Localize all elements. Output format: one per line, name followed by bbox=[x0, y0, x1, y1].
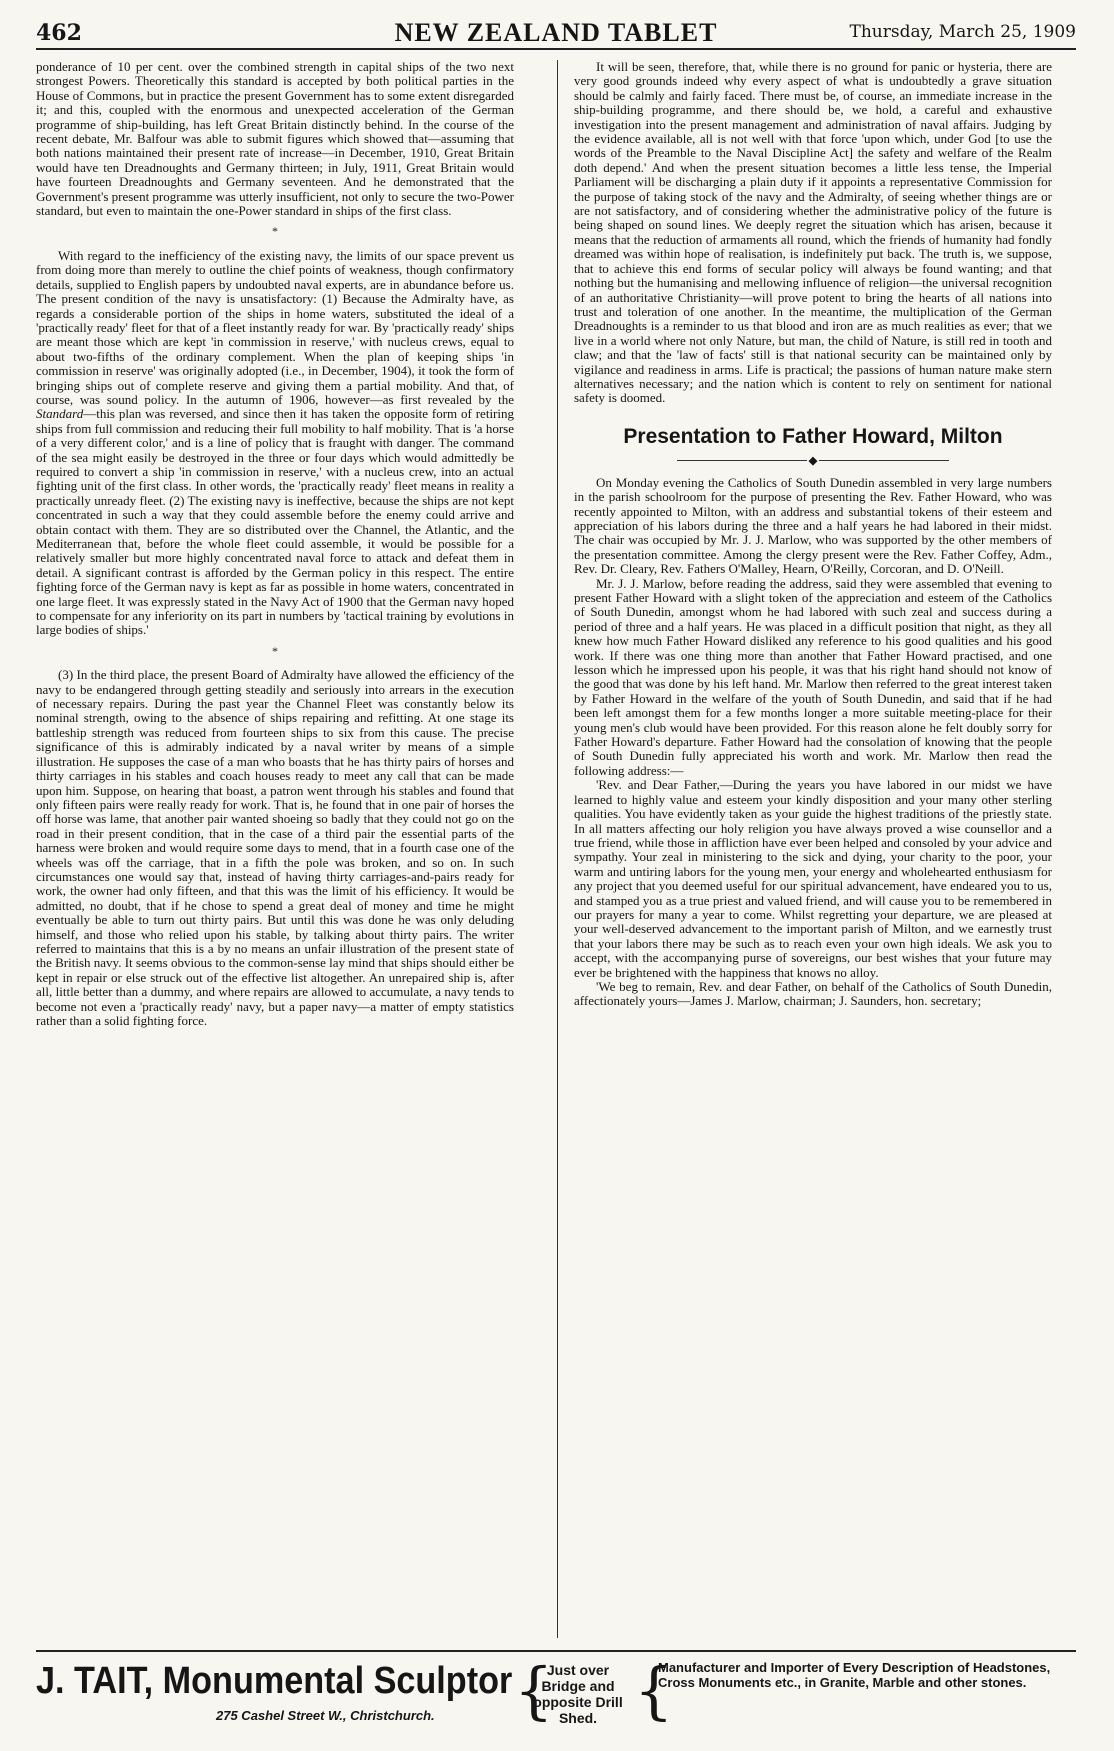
section-heading: Presentation to Father Howard, Milton bbox=[623, 424, 1003, 448]
article-paragraph: ponderance of 10 per cent. over the combined strength in capital ships of the two next strongest Powers. Theoretically this standard is accepted by both political parties in the House of Commons, but in practice the present Government has to some extent disregarded it; and this, coupled with the enormous and unexpected acceleration of the German programme of ship-building, has left Great Britain distinctly behind. In the course of the recent debate, Mr. Balfour was able to submit figures which showed that—assuming that both nations maintained their present rate of increase—in December, 1910, Great Britain would have ten Dreadnoughts and Germany thirteen; in July, 1911, Great Britain would have fourteen Dreadnoughts and Germany seventeen. And he demonstrated that the Government's present programme was utterly insufficient, not only to secure the two-Power standard, but even to maintain the one-Power standard in ships of the first class. bbox=[36, 60, 514, 219]
article-paragraph: It will be seen, therefore, that, while there is no ground for panic or hysteria, there are very good grounds indeed why every aspect of what is undoubtedly a grave situation should be calmly and fairly faced. There must be, of course, an immediate increase in the ship-building programme, and there should be, we hold, a careful and exhaustive investigation into the present management and administration of naval affairs. Judging by the evidence available, all is not well with that force 'upon which, under God [to use the words of the Preamble to the Naval Discipline Act] the safety and welfare of the Realm doth depend.' And when the present situation becomes a little less tense, the Imperial Parliament will be discharging a plain duty if it appoints a representative Commission for the purpose of taking stock of the navy and the Admiralty, of seeing whether things are or are not satisfactory, and of considering whether the administrative policy of the future is being shaped on sound lines. We deeply regret the situation which has arisen, because it means that the reduction of armaments all round, which the friends of humanity had fondly dreamed was within hope of realisation, is indefinitely put back. The truth is, we suppose, that to achieve this end forms of secular policy will always be found wanting; and that nothing but the humanising and mellowing influence of religion—the universal recognition of an authoritative Christianity—will prove potent to bring the hearts of all nations into trust and toleration of one another. In the meantime, the multiplication of the German Dreadnoughts is a reminder to us that blood and iron are as much realities as ever; that we live in a world where not only Nature, but man, the child of Nature, is still red in tooth and claw; and that the 'law of facts' still is that national security can be maintained only by vigilance and readiness in arms. Life is practical; the passions of human nature make stern alternatives necessary; and the nation which is content to rely on sentiment for national safety is doomed. bbox=[574, 60, 1052, 406]
advertiser-address: 275 Cashel Street W., Christchurch. bbox=[216, 1708, 435, 1723]
advertisement bbox=[36, 1650, 1076, 1734]
article-paragraph: With regard to the inefficiency of the existing navy, the limits of our space prevent us from doing more than merely to outline the chief points of weakness, though confirmatory details, supplied to English papers by undoubted naval experts, are in abundance before us. The present condition of the navy is unsatisfactory: (1) Because the Admiralty have, as regards a considerable portion of the ships in home waters, substituted the ideal of a 'practically ready' fleet for that of a fleet instantly ready for war. By 'practically ready' ships are meant those which are kept 'in commission in reserve,' with nucleus crews, equal to about two-fifths of the ordinary complement. When the plan of keeping ships 'in commission in reserve' was originally adopted (i.e., in December, 1904), it took the form of bringing ships out of complete reserve and giving them a partial mobility. And that, of course, was sound policy. In the autumn of 1906, however—as first revealed by the Standard—this plan was reversed, and since then it has taken the opposite form of retiring ships from full commission and reducing their full mobility to half mobility. That is 'a horse of a very different color,' and is a line of policy that is fraught with danger. The command of the sea might easily be destroyed in the three or four days which would admittedly be required to convert a ship 'in commission in reserve,' with a nucleus crew, into an actual fighting unit of the first class. In other words, the 'practically ready' fleet means in reality a practically unready fleet. (2) The existing navy is ineffective, because the ships are not kept concentrated in such a way that they could assemble before the enemy could arrive and obtain contact with them. They are so distributed over the Channel, the Atlantic, and the Mediterranean that, before the whole fleet could assemble, it would be possible for a relatively smaller but more highly concentrated naval force to attack and defeat them in detail. A significant contrast is afforded by the German policy in this respect. The entire fighting force of the German navy is kept as far as possible in home waters, concentrated in one large fleet. It was expressly stated in the Navy Act of 1900 that the German navy hoped to compensate for any inferiority on its part in numbers by 'tactical training by evolutions in large bodies of ships.' bbox=[36, 247, 514, 638]
brace-icon: { bbox=[634, 1654, 674, 1727]
issue-date: Thursday, March 25, 1909 bbox=[849, 22, 1076, 42]
article-paragraph: On Monday evening the Catholics of South Dunedin assembled in very large numbers in the parish schoolroom for the purpose of presenting the Rev. Father Howard, who was recently appointed to Milton, with an address and substantial tokens of their esteem and appreciation of his labors during the three and a half years he had labored in their midst. The chair was occupied by Mr. J. J. Marlow, who was supported by the other members of the presentation committee. Among the clergy present were the Rev. Father Coffey, Adm., Rev. Dr. Cleary, Rev. Fathers O'Malley, Hearn, O'Reilly, Corcoran, and D. O'Neill. bbox=[574, 474, 1052, 577]
italic-title: Standard bbox=[36, 406, 84, 422]
brace-icon: { bbox=[514, 1654, 554, 1727]
advertiser-name: J. TAIT, Monumental Sculptor bbox=[36, 1660, 513, 1702]
page-header bbox=[36, 14, 1076, 50]
masthead-title: NEW ZEALAND TABLET bbox=[394, 18, 718, 47]
heading-ornament: ◆ bbox=[574, 454, 1052, 468]
right-column bbox=[574, 60, 1052, 1638]
advertiser-description: Manufacturer and Importer of Every Description of Headstones, Cross Monuments etc., in Granite, Marble and other stones. bbox=[658, 1660, 1051, 1690]
column-divider bbox=[557, 60, 558, 1638]
section-separator: * bbox=[272, 643, 278, 658]
article-paragraph: (3) In the third place, the present Board of Admiralty have allowed the efficiency of the navy to be endangered through getting steadily and seriously into arrears in the execution of necessary repairs. During the past year the Channel Fleet was constantly below its nominal strength, owing to the absence of ships repairing and refitting. At one stage its battleship strength was reduced from fourteen ships to six from this cause. The precise significance of this is admirably indicated by a naval writer by means of a simple illustration. He supposes the case of a man who boasts that he has thirty pairs of horses and thirty carriages in his stables and coach houses ready to meet any call that can be made upon him. Suppose, on hearing that boast, a patron went through his stables and found that only fifteen pairs were really ready for work. That is, he found that in one pair of horses the off horse was lame, that another pair wanted shoeing so badly that they could not go on the road in their present condition, that in the case of a third pair the essential parts of the harness were broken and would require some days to mend, that in a fourth case one of the wheels was off the carriage, that in a fifth the pole was broken, and so on. In such circumstances one would say that, instead of having thirty carriages-and-pairs ready for work, the owner had only fifteen, and that this was the limit of his efficiency. It would be admitted, no doubt, that if he chose to spend a great deal of money and time he might eventually be able to turn out thirty pairs. But until this was done he was only deluding himself, and those who relied upon his stable, by talking about thirty pairs. The writer referred to maintains that this is a by no means an unfair illustration of the present state of the British navy. It seems obvious to the common-sense lay mind that ships should either be kept in repair or else struck out of the effective list altogether. An unrepaired ship is, after all, little better than a dummy, and where repairs are allowed to accumulate, a navy tends to become not even a 'practically ready' navy, but a paper navy—a matter of empty statistics rather than a solid fighting force. bbox=[36, 667, 514, 1028]
page-number: 462 bbox=[36, 20, 82, 46]
article-paragraph: Mr. J. J. Marlow, before reading the address, said they were assembled that evening to present Father Howard with a slight token of the appreciation and esteem of the Catholics of South Dunedin, amongst whom he had labored with such zeal and success during a period of three and a half years. He was placed in a difficult position that night, as they all knew how much Father Howard disliked any reference to his good qualities and his good work. If there was one thing more than another that Father Howard practised, and one lesson which he impressed upon his people, it was that his right hand should not know of the good that was done by his left hand. Mr. Marlow then referred to the great interest taken by Father Howard in the welfare of the youth of South Dunedin, and said that if he had been left amongst them for a few months longer a more suitable meeting-place for their young men's club would have been provided. For this reason alone he felt doubly sorry for Father Howard's departure. Father Howard had the consolation of knowing that the people of South Dunedin fully appreciated his worth and work. Mr. Marlow then read the following address:— bbox=[574, 575, 1052, 778]
advertiser-location: Just over Bridge and opposite Drill Shed. bbox=[533, 1662, 623, 1726]
left-column bbox=[36, 60, 514, 1638]
section-separator: * bbox=[272, 224, 278, 239]
address-signoff: 'We beg to remain, Rev. and dear Father, on behalf of the Catholics of South Dunedin, affectionately yours—James J. Marlow, chairman; J. Saunders, hon. secretary; bbox=[574, 978, 1052, 1009]
address-paragraph: 'Rev. and Dear Father,—During the years you have labored in our midst we have learned to highly value and esteem your kindly disposition and your many other sterling qualities. You have evidently taken as your guide the highest traditions of the priestly state. In all matters affecting our holy religion you have always proved a wise counsellor and a true friend, while those in affliction have ever been helped and consoled by your advice and sympathy. Your zeal in ministering to the sick and dying, your charity to the poor, your warm and untiring labors for the young men, your energy and wholehearted enthusiasm for any project that you deemed useful for our spiritual advancement, have endeared you to us, and stamped you as a true priest and valued friend, and will cause you to be remembered in our prayers for many a year to come. Whilst regretting your departure, we are pleased at your well-deserved advancement to the important parish of Milton, and we earnestly trust that your labors there may be such as to reach even your own high ideals. We ask you to accept, with the accompanying purse of sovereigns, our best wishes that your future may ever be brightened with the happiness that knows no alloy. bbox=[574, 777, 1052, 980]
